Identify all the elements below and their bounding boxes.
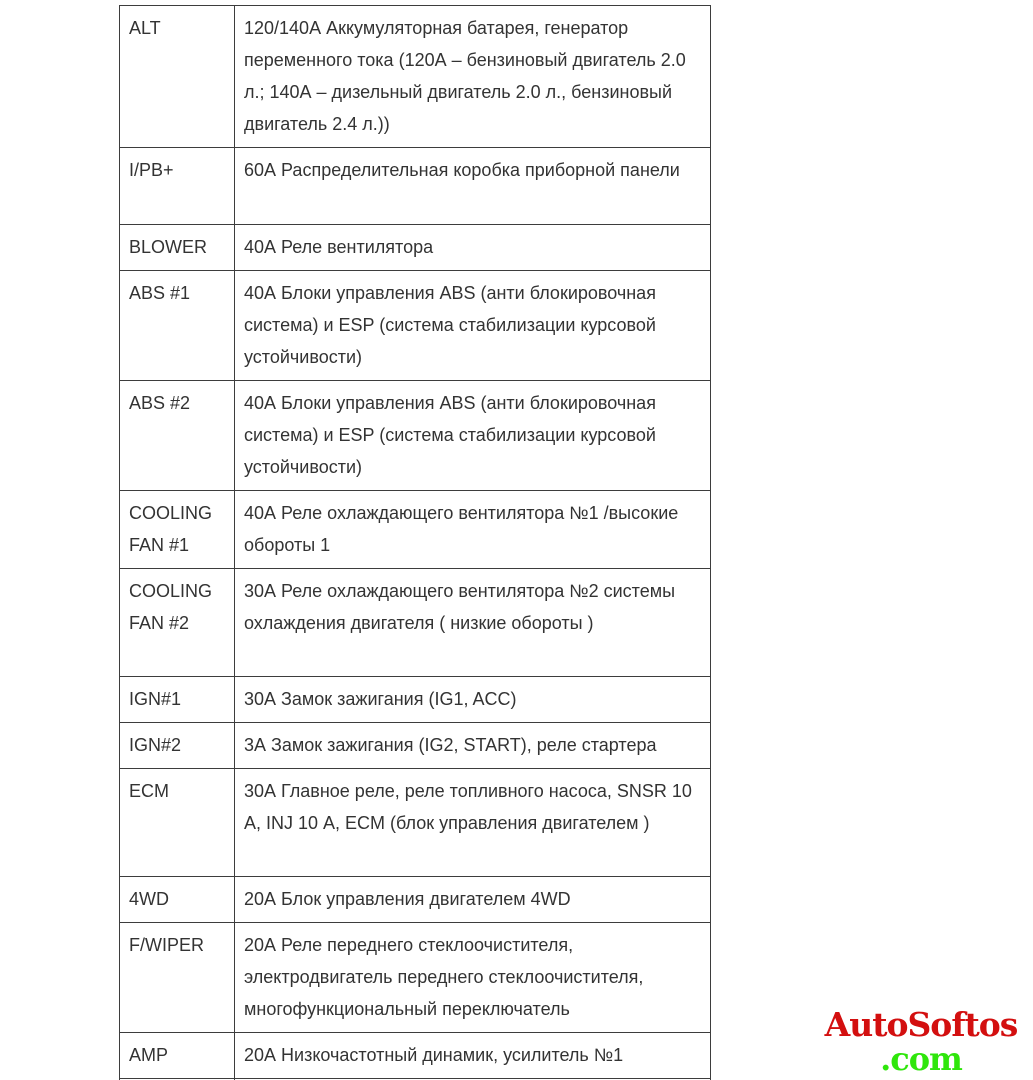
fuse-label-cell: AMP — [120, 1033, 235, 1079]
table-row — [120, 271, 711, 381]
table-row — [120, 569, 711, 677]
fuse-description-cell: 20А Реле переднего стеклоочистителя, электродвигатель переднего стеклоочистителя, многофункциональный переключатель — [235, 923, 711, 1033]
fuse-label-cell: ALT — [120, 6, 235, 148]
fuse-label-cell: F/WIPER — [120, 923, 235, 1033]
fuse-description-cell: 30А Главное реле, реле топливного насоса, SNSR 10 А, INJ 10 А, ECM (блок управления двигателем ) — [235, 769, 711, 877]
fuse-label-cell: BLOWER — [120, 225, 235, 271]
watermark — [818, 1005, 1024, 1078]
fuse-description-cell: 60А Распределительная коробка приборной панели — [235, 148, 711, 225]
table-row — [120, 923, 711, 1033]
fuse-description-cell: 40А Блоки управления ABS (анти блокировочная система) и ESP (система стабилизации курсовой устойчивости) — [235, 381, 711, 491]
table-row — [120, 225, 711, 271]
fuse-label-cell: ABS #2 — [120, 381, 235, 491]
fuse-description-cell: 120/140А Аккумуляторная батарея, генератор переменного тока (120А – бензиновый двигатель 2.0 л.; 140А – дизельный двигатель 2.0 л., бензиновый двигатель 2.4 л.)) — [235, 6, 711, 148]
table-row — [120, 723, 711, 769]
fuse-description-cell: 40А Блоки управления ABS (анти блокировочная система) и ESP (система стабилизации курсовой устойчивости) — [235, 271, 711, 381]
fuse-description-cell: 3А Замок зажигания (IG2, START), реле стартера — [235, 723, 711, 769]
table-row — [120, 769, 711, 877]
table-row — [120, 877, 711, 923]
watermark-domain-suffix: .com — [880, 1040, 962, 1078]
fuse-label-cell: 4WD — [120, 877, 235, 923]
table-row — [120, 148, 711, 225]
fuse-label-cell: ECM — [120, 769, 235, 877]
fuse-table — [119, 5, 711, 1080]
fuse-label-cell: I/PB+ — [120, 148, 235, 225]
table-row — [120, 6, 711, 148]
fuse-description-cell: 30А Замок зажигания (IG1, ACC) — [235, 677, 711, 723]
fuse-label-cell: COOLING FAN #2 — [120, 569, 235, 677]
table-row — [120, 1033, 711, 1079]
fuse-description-cell: 40А Реле вентилятора — [235, 225, 711, 271]
fuse-label-cell: COOLING FAN #1 — [120, 491, 235, 569]
fuse-description-cell: 20А Блок управления двигателем 4WD — [235, 877, 711, 923]
fuse-label-cell: ABS #1 — [120, 271, 235, 381]
fuse-label-cell: IGN#2 — [120, 723, 235, 769]
fuse-description-cell: 40А Реле охлаждающего вентилятора №1 /высокие обороты 1 — [235, 491, 711, 569]
fuse-label-cell: IGN#1 — [120, 677, 235, 723]
fuse-description-cell: 20А Низкочастотный динамик, усилитель №1 — [235, 1033, 711, 1079]
table-row — [120, 677, 711, 723]
fuse-description-cell: 30А Реле охлаждающего вентилятора №2 системы охлаждения двигателя ( низкие обороты ) — [235, 569, 711, 677]
table-row — [120, 491, 711, 569]
table-row — [120, 381, 711, 491]
watermark-site-name: AutoSoftos — [824, 1005, 1018, 1044]
